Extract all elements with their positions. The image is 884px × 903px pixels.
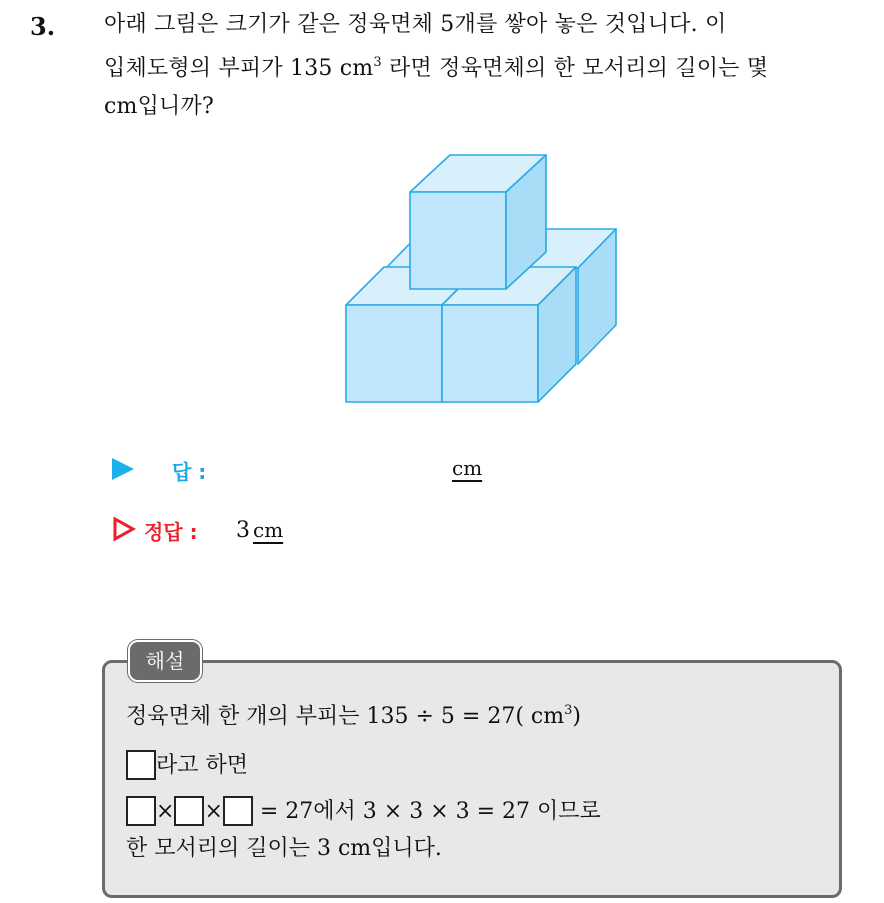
correct-answer — [236, 518, 283, 543]
question-line-2-text: 입체도형의 부피가 135 cm — [104, 56, 374, 81]
explanation-line-3 — [126, 796, 601, 826]
explanation-exponent: 3 — [564, 703, 573, 718]
correct-unit: cm — [253, 518, 284, 542]
blank-square-1 — [126, 796, 156, 826]
question-line-1: 아래 그림은 크기가 같은 정육면체 5개를 쌓아 놓은 것입니다. 이 — [104, 12, 727, 37]
blank-square-3 — [223, 796, 253, 826]
answer-triangle-icon — [112, 458, 134, 480]
explanation-line-2-text: 라고 하면 — [156, 753, 249, 778]
blank-square-2 — [174, 796, 204, 826]
correct-value: 3 — [236, 518, 250, 543]
explanation-line-4: 한 모서리의 길이는 3 cm입니다. — [126, 836, 442, 861]
answer-label: 답 : — [172, 460, 207, 484]
answer-unit: cm — [452, 456, 483, 480]
cubic-exponent: 3 — [373, 55, 382, 70]
times-sign-1: × — [156, 799, 175, 824]
front-right-cube-face — [442, 305, 538, 402]
question-line-2 — [104, 56, 768, 80]
cube-stack-figure — [330, 150, 630, 410]
correct-triangle-icon — [112, 516, 136, 542]
blank-square — [126, 750, 156, 780]
question-line-3: cm입니까? — [104, 94, 214, 119]
explanation-line-1-text: 정육면체 한 개의 부피는 135 ÷ 5 = 27( cm — [126, 704, 565, 729]
explanation-line-3-text: = 27에서 3 × 3 × 3 = 27 이므로 — [252, 799, 601, 824]
front-left-cube-face — [346, 305, 442, 402]
explanation-line-1-close: ) — [572, 704, 581, 729]
times-sign-2: × — [204, 799, 223, 824]
question-line-2-rest: 라면 정육면체의 한 모서리의 길이는 몇 — [381, 56, 769, 81]
question-number: 3. — [30, 12, 56, 41]
explanation-line-2 — [126, 750, 248, 780]
correct-label: 정답 : — [144, 520, 198, 544]
explanation-line-1 — [126, 704, 581, 728]
top-cube-face — [410, 192, 506, 289]
explanation-tab: 해설 — [128, 640, 202, 682]
